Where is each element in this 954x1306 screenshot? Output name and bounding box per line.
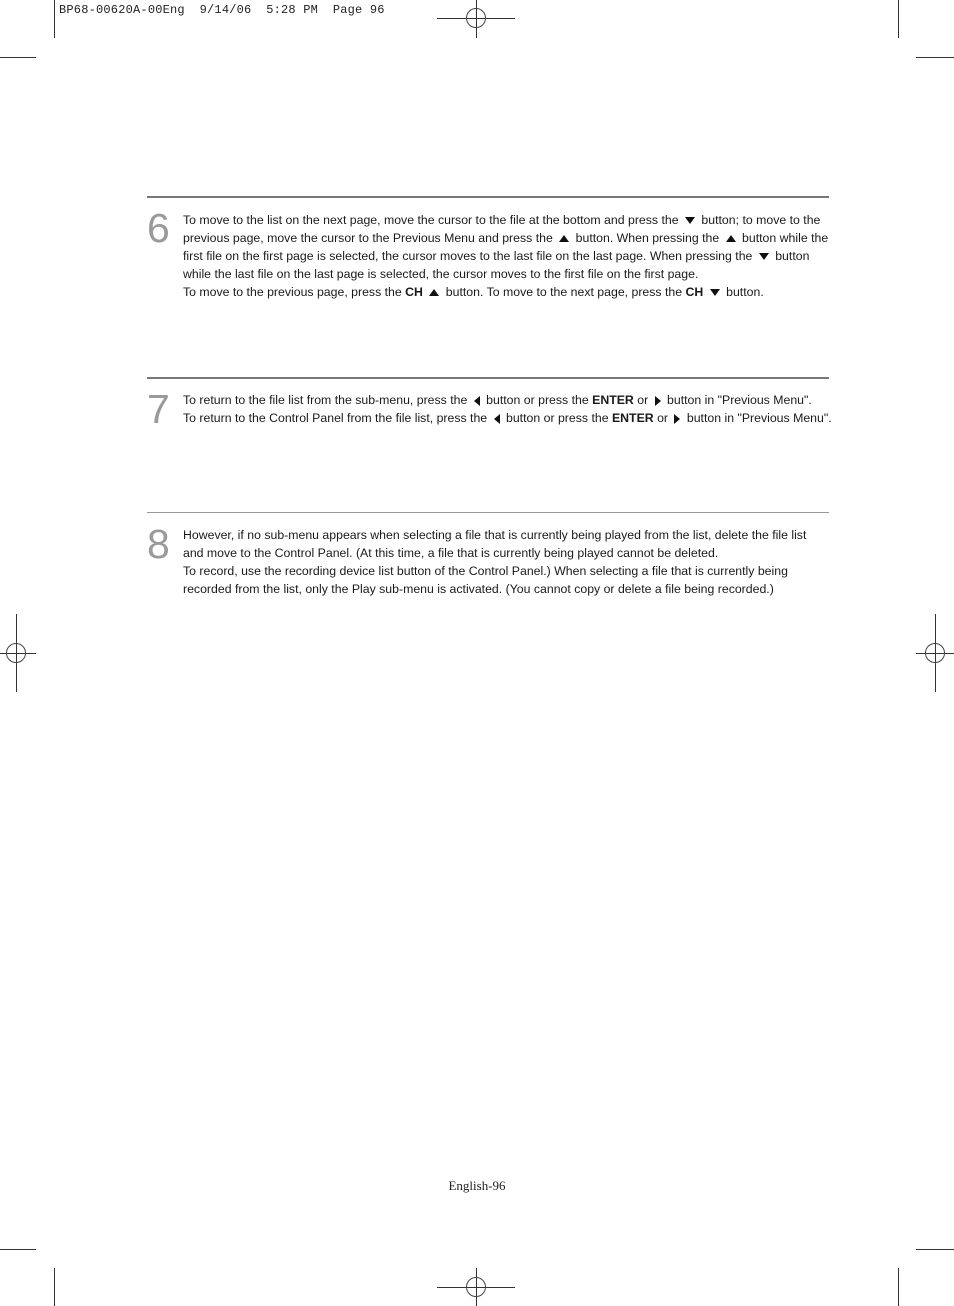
left-triangle-icon bbox=[474, 396, 480, 406]
registration-mark-right-circle bbox=[925, 643, 945, 663]
crop-mark-tl-v bbox=[54, 0, 55, 38]
page-number: English-96 bbox=[448, 1178, 506, 1193]
left-triangle-icon bbox=[494, 414, 500, 424]
down-triangle-icon bbox=[710, 289, 720, 296]
step-8-body bbox=[183, 526, 808, 598]
registration-mark-bottom-circle bbox=[466, 1277, 486, 1297]
down-triangle-icon bbox=[759, 253, 769, 260]
ch-label: CH bbox=[685, 285, 704, 299]
step-6-paragraph-2: To move to the previous page, press the CH button. To move to the next page, press the CH button. bbox=[183, 285, 764, 299]
step-number-6: 6 bbox=[147, 205, 170, 251]
right-triangle-icon bbox=[655, 396, 661, 406]
step-8-paragraph-1: However, if no sub-menu appears when selecting a file that is currently being played from the list, delete the file list and move to the Control Panel. (At this time, a file that is currently being played cannot be deleted. bbox=[183, 528, 807, 560]
step-number-8: 8 bbox=[147, 521, 170, 567]
section-divider-7 bbox=[147, 377, 829, 379]
step-7-paragraph-1: To return to the file list from the sub-menu, press the button or press the ENTER or button in "Previous Menu". bbox=[183, 393, 812, 407]
step-8-paragraph-2: To record, use the recording device list button of the Control Panel.) When selecting a file that is currently being recorded from the list, only the Play sub-menu is activated. (You cannot copy or delete a file being recorded.) bbox=[183, 564, 788, 596]
crop-mark-br-h bbox=[916, 1249, 954, 1250]
section-divider-8 bbox=[147, 512, 829, 513]
crop-mark-bl-h bbox=[0, 1249, 36, 1250]
registration-mark-top-circle bbox=[466, 8, 486, 28]
step-6-body bbox=[183, 211, 833, 301]
crop-mark-bl-v bbox=[54, 1268, 55, 1306]
crop-mark-tr-v bbox=[898, 0, 899, 38]
down-triangle-icon bbox=[685, 217, 695, 224]
right-triangle-icon bbox=[674, 414, 680, 424]
step-7-body bbox=[183, 391, 848, 427]
step-6-paragraph-1: To move to the list on the next page, move the cursor to the file at the bottom and press the button; to move to the previous page, move the cursor to the Previous Menu and press the button. When pressing the button while the first file on the first page is selected, the cursor moves to the last file on the last page. When pressing the button while the last file on the last page is selected, the cursor moves to the first file on the first page. bbox=[183, 213, 829, 281]
ch-label: CH bbox=[405, 285, 423, 299]
registration-mark-left-circle bbox=[6, 643, 26, 663]
up-triangle-icon bbox=[559, 235, 569, 242]
up-triangle-icon bbox=[429, 289, 439, 296]
step-number-7: 7 bbox=[147, 386, 170, 432]
up-triangle-icon bbox=[726, 235, 736, 242]
crop-mark-tr-h bbox=[916, 57, 954, 58]
enter-label: ENTER bbox=[611, 411, 654, 425]
crop-mark-tl-h bbox=[0, 57, 36, 58]
section-divider-6 bbox=[147, 196, 829, 198]
print-slug: BP68-00620A-00Eng 9/14/06 5:28 PM Page 96 bbox=[59, 3, 385, 17]
step-7-paragraph-2: To return to the Control Panel from the file list, press the button or press the ENTER or button in "Previous Menu". bbox=[183, 411, 832, 425]
crop-mark-br-v bbox=[898, 1268, 899, 1306]
enter-label: ENTER bbox=[592, 393, 634, 407]
